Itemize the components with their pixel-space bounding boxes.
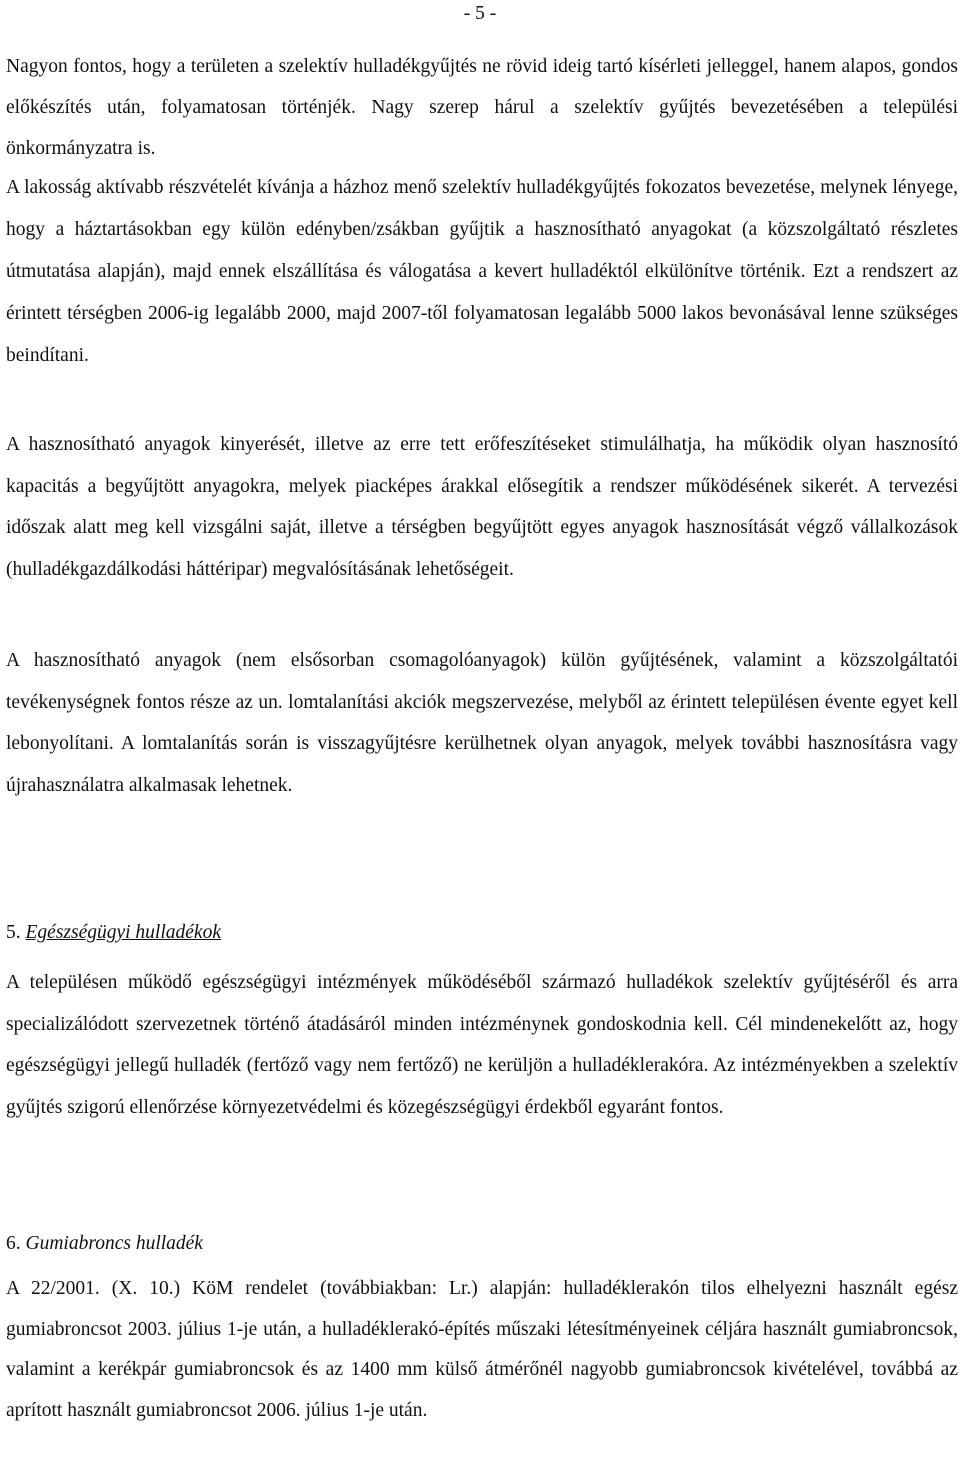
paragraph-bulky-waste: A hasznosítható anyagok (nem elsősorban csomagolóanyagok) külön gyűjtésének, valamint a közszolgáltatói tevékenységnek fontos része az un. lomtalanítási akciók megszervezése, melyből az érintett településen évente egyet kell lebonyolítani. A lomtalanítás során is visszagyűjtésre kerülhetnek olyan anyagok, melyek további hasznosításra vagy újrahasználatra alkalmasak lehetnek.: [6, 650, 958, 796]
paragraph-household-collection: A lakosság aktívabb részvételét kívánja a házhoz menő szelektív hulladékgyűjtés fokozatos bevezetése, melynek lényege, hogy a háztartásokban egy külön edényben/zsákban gyűjtik a hasznosítható anyagokat (a közszolgáltató részletes útmutatása alapján), majd ennek elszállítása és válogatása a kevert hulladéktól elkülönítve történik. Ezt a rendszert az érintett térségben 2006-ig legalább 2000, majd 2007-től folyamatosan legalább 5000 lakos bevonásával lenne szükséges beindítani.: [6, 177, 958, 366]
section-title: Egészségügyi hulladékok: [25, 922, 221, 943]
paragraph-healthcare-waste: A településen működő egészségügyi intézmények működéséből származó hulladékok szelektív gyűjtéséről és arra specializálódott szervezetnek történő átadásáról minden intézménynek gondoskodnia kell. Cél mindenekelőtt az, hogy egészségügyi jellegű hulladék (fertőző vagy nem fertőző) ne kerüljön a hulladéklerakóra. Az intézményekben a szelektív gyűjtés szigorú ellenőrzése környezetvédelmi és közegészségügyi érdekből egyaránt fontos.: [6, 972, 958, 1118]
paragraph-recovery-capacity: A hasznosítható anyagok kinyerését, illetve az erre tett erőfeszítéseket stimulálhatja, ha működik olyan hasznosító kapacitás a begyűjtött anyagokra, melyek piacképes árakkal elősegítik a rendszer működésének sikerét. A tervezési időszak alatt meg kell vizsgálni saját, illetve a térségben begyűjtött egyes anyagok hasznosítását végző vállalkozások (hulladékgazdálkodási háttéripar) megvalósításának lehetőségeit.: [6, 434, 958, 580]
paragraph-tyre-waste: A 22/2001. (X. 10.) KöM rendelet (továbbiakban: Lr.) alapján: hulladéklerakón tilos elhelyezni használt egész gumiabroncsot 2003. július 1-je után, a hulladéklerakó-építés műszaki létesítményeinek céljára használt gumiabroncsok, valamint a kerékpár gumiabroncsok és az 1400 mm külső átmérőnél nagyobb gumiabroncsok kivételével, továbbá az aprított használt gumiabroncsot 2006. július 1-je után.: [6, 1278, 958, 1421]
paragraph-selective-collection-intro: Nagyon fontos, hogy a területen a szelektív hulladékgyűjtés ne rövid ideig tartó kísérleti jelleggel, hanem alapos, gondos előkészítés után, folyamatosan történjék. Nagy szerep hárul a szelektív gyűjtés bevezetésében a települési önkormányzatra is.: [6, 56, 958, 159]
page-number: - 5 -: [463, 3, 497, 24]
section-number: 5.: [6, 922, 21, 943]
section-heading-tyre-waste: [6, 1228, 203, 1260]
section-title: Gumiabroncs hulladék: [25, 1233, 203, 1254]
section-heading-healthcare-waste: [6, 917, 221, 949]
section-number: 6.: [6, 1233, 21, 1254]
